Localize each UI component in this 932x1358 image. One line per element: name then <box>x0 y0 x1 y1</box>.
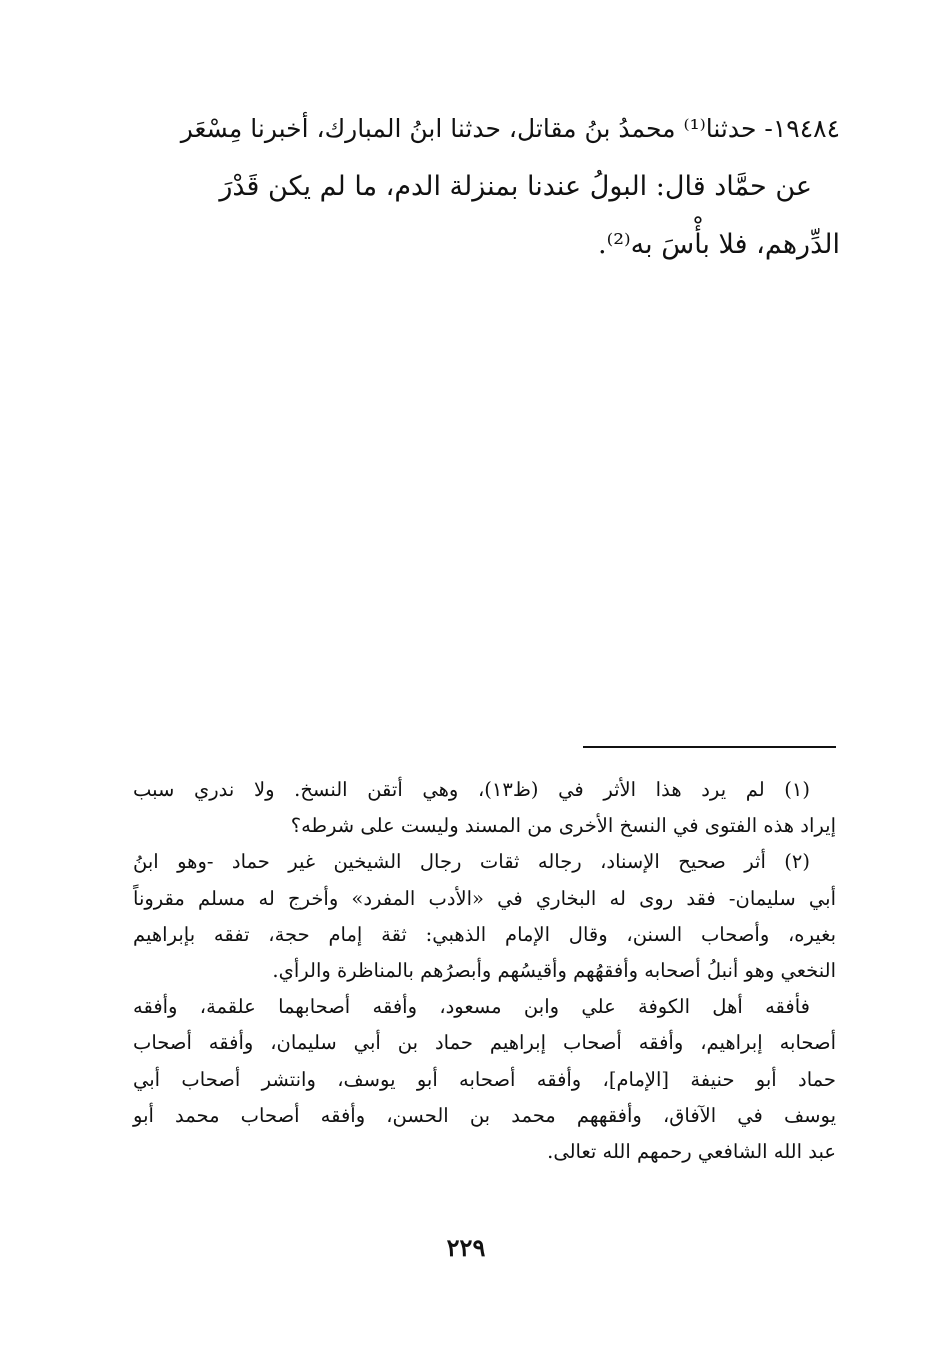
footnote-line: حماد أبو حنيفة [الإمام]، وأفقه أصحابه أبو يوسف، وانتشر أصحاب أبي <box>133 1067 836 1091</box>
hadith-text <box>130 100 840 274</box>
footnote-line: فأفقه أهل الكوفة علي وابن مسعود، وأفقه أصحابهما علقمة، وأفقه <box>133 995 810 1019</box>
hadith-line: عن حمَّاد قال: البولُ عندنا بمنزلة الدم، ما لم يكن قَدْرَ <box>219 171 812 202</box>
footnote-line: إيراد هذه الفتوى في النسخ الأخرى من المسند وليست على شرطه؟ <box>290 814 836 838</box>
hadith-line: الدِّرهم، فلا بأْسَ به⁽²⁾. <box>598 229 840 260</box>
footnote-line: بغيره، وأصحاب السنن، وقال الإمام الذهبي: ثقة إمام حجة، تفقه بإبراهيم <box>133 922 836 946</box>
footnote-separator <box>583 746 836 748</box>
footnote-line: يوسف في الآفاق، وأفقههم محمد بن الحسن، وأفقه أصحاب محمد أبو <box>133 1103 836 1127</box>
hadith-line: ١٩٤٨٤- حدثنا⁽¹⁾ محمدُ بنُ مقاتل، حدثنا ابنُ المبارك، أخبرنا مِسْعَر <box>180 114 840 143</box>
page-number: ٢٢٩ <box>446 1233 486 1262</box>
footnote-line: النخعي وهو أنبلُ أصحابه وأفقهُهم وأقيسُهم وأبصرُهم بالمناظرة والرأي. <box>272 959 836 983</box>
footnote-line: أصحابه إبراهيم، وأفقه أصحاب إبراهيم حماد بن أبي سليمان، وأفقه أصحاب <box>133 1031 836 1055</box>
footnote-line: (١) لم يرد هذا الأثر في (ظ١٣)، وهي أتقن النسخ. ولا ندري سبب <box>133 778 811 801</box>
footnote-line: (٢) أثر صحيح الإسناد، رجاله ثقات رجال الشيخين غير حماد -وهو ابنُ <box>133 850 810 874</box>
footnote-line: أبي سليمان- فقد روى له البخاري في «الأدب المفرد» وأخرج له مسلم مقروناً <box>133 886 836 910</box>
footnote-line: عبد الله الشافعي رحمهم الله تعالى. <box>547 1140 836 1164</box>
footnotes <box>133 772 836 1170</box>
